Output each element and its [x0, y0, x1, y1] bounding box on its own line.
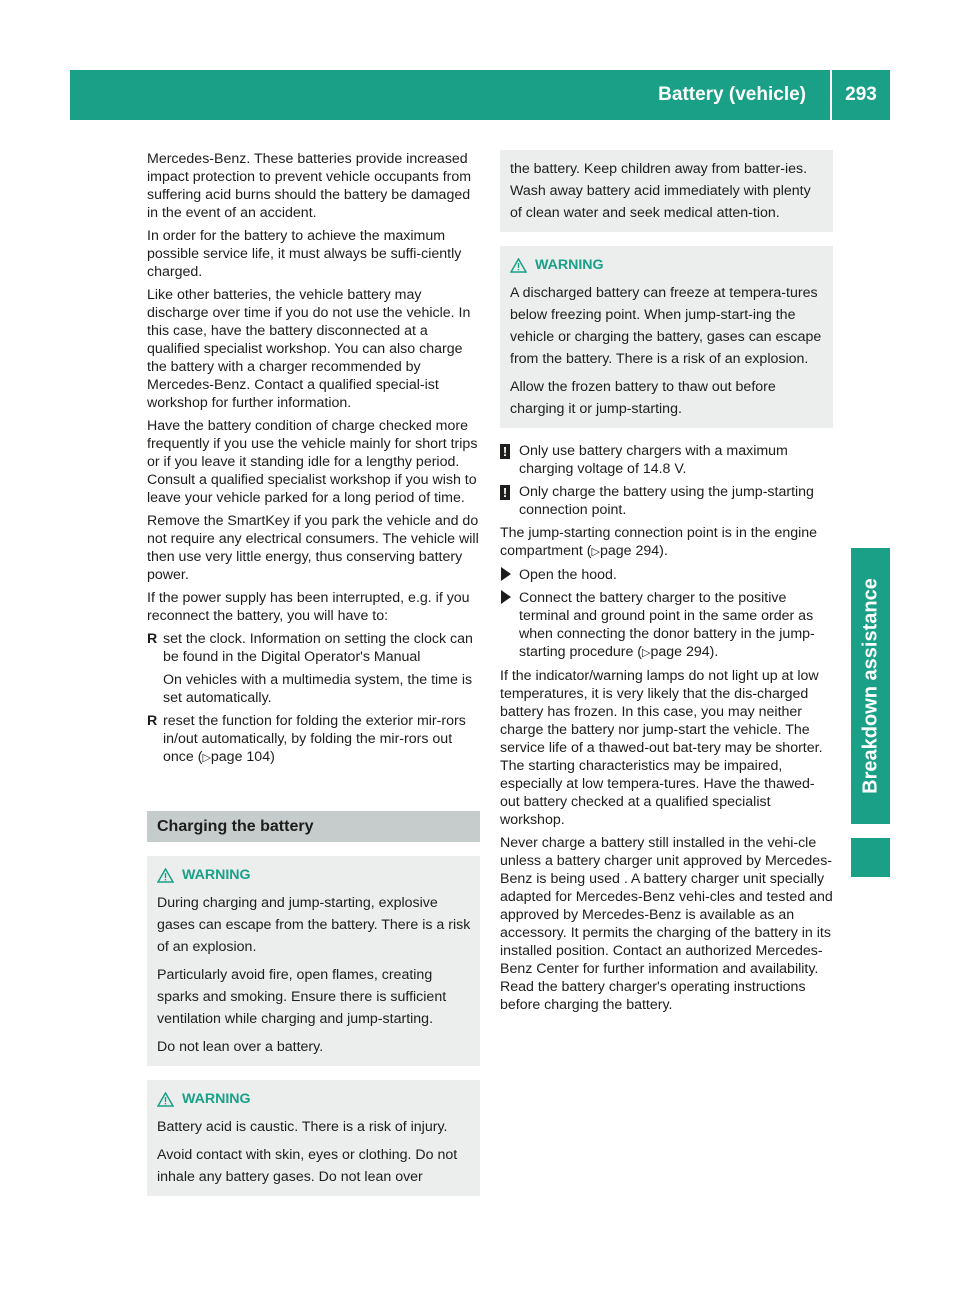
right-column — [500, 150, 833, 1019]
paragraph — [500, 524, 833, 561]
left-column — [147, 150, 480, 1210]
warning-box-continued — [500, 150, 833, 232]
page-ref-triangle-icon: ▷ — [642, 647, 651, 659]
page-number: 293 — [845, 84, 877, 105]
header-title: Battery (vehicle) — [658, 84, 806, 105]
page-ref-triangle-icon: ▷ — [202, 752, 211, 764]
warning-heading — [157, 864, 472, 886]
section-heading: Charging the battery — [147, 811, 480, 842]
step-text: Open the hood. — [519, 567, 617, 583]
page-header — [70, 70, 890, 120]
warning-title: WARNING — [182, 1091, 251, 1107]
warning-text: Do not lean over a battery. — [157, 1039, 324, 1055]
list-item-note: On vehicles with a multimedia system, the time is set automatically. — [163, 672, 473, 706]
exclamation-icon: ! — [500, 444, 510, 459]
paragraph: Mercedes-Benz. These batteries provide increased impact protection to prevent vehicle occupants from suffering acid burns should the battery be damaged in the event of an accident. — [147, 151, 472, 221]
warning-title: WARNING — [182, 867, 251, 883]
page-ref-triangle-icon: ▷ — [591, 546, 600, 558]
notice-item — [500, 442, 833, 478]
warning-text: Avoid contact with skin, eyes or clothing. Do not inhale any battery gases. Do not lean over — [157, 1147, 458, 1185]
arrow-step-icon — [501, 567, 511, 581]
list-item-text: set the clock. Information on setting the clock can be found in the Digital Operator's Manual — [163, 631, 473, 665]
warning-box — [147, 856, 480, 1066]
paragraph: In order for the battery to achieve the maximum possible service life, it must always be suffi-ciently charged. — [147, 228, 462, 280]
exclamation-icon: ! — [500, 485, 510, 500]
warning-box — [147, 1080, 480, 1196]
notice-text: Only charge the battery using the jump-starting connection point. — [519, 484, 814, 518]
warning-triangle-icon — [157, 1092, 174, 1107]
arrow-step-icon — [501, 590, 511, 604]
step-text: Connect the battery charger to the positive terminal and ground point in the same order as when connecting the donor battery in the jump-starting procedure ( — [519, 590, 815, 660]
page-reference-link[interactable]: page 104) — [210, 749, 275, 765]
paragraph: Have the battery condition of charge checked more frequently if you use the vehicle mainly for short trips or if you leave it standing idle for a lengthy period. Consult a qualified specialist workshop if you wish to leave your vehicle parked for a long period of time. — [147, 418, 478, 506]
warning-triangle-icon — [510, 258, 527, 273]
chapter-tab-label: Breakdown assistance — [859, 578, 881, 794]
step-item — [500, 566, 833, 584]
warning-text: During charging and jump-starting, explosive gases can escape from the battery. There is a risk of an explosion. — [157, 895, 471, 955]
warning-text: Battery acid is caustic. There is a risk of injury. — [157, 1119, 448, 1135]
warning-text: Particularly avoid fire, open flames, creating sparks and smoking. Ensure there is sufficient ventilation while charging and jump-starting. — [157, 967, 447, 1027]
list-item — [147, 630, 480, 666]
chapter-marker — [851, 838, 890, 877]
list-item-text: reset the function for folding the exterior mir-rors in/out automatically, by folding the mir-rors out once ( — [163, 713, 466, 765]
step-item — [500, 589, 833, 662]
warning-heading — [510, 254, 825, 276]
warning-heading — [157, 1088, 472, 1110]
chapter-tab — [851, 548, 890, 824]
warning-text: the battery. Keep children away from batter-ies. Wash away battery acid immediately with plenty of clean water and seek medical atten-tion. — [510, 161, 811, 221]
warning-text: Allow the frozen battery to thaw out before charging it or jump-starting. — [510, 379, 776, 417]
paragraph: Remove the SmartKey if you park the vehicle and do not require any electrical consumers. The vehicle will then use very little energy, thus conserving battery power. — [147, 513, 479, 583]
paragraph: Like other batteries, the vehicle battery may discharge over time if you do not use the vehicle. In this case, have the battery disconnected at a qualified specialist workshop. You can also charge the battery with a charger recommended by Mercedes-Benz. Contact a qualified special-ist workshop for further information. — [147, 287, 471, 411]
bullet-icon: R — [147, 631, 158, 647]
warning-box — [500, 246, 833, 428]
paragraph: If the power supply has been interrupted, e.g. if you reconnect the battery, you will have to: — [147, 590, 470, 624]
notice-text: Only use battery chargers with a maximum charging voltage of 14.8 V. — [519, 443, 788, 477]
bullet-icon: R — [147, 713, 158, 729]
paragraph-text: The jump-starting connection point is in the engine compartment ( — [500, 525, 818, 559]
warning-title: WARNING — [535, 257, 604, 273]
list-item — [147, 712, 480, 767]
notice-item — [500, 483, 833, 519]
paragraph: Never charge a battery still installed in the vehi-cle unless a battery charger unit approved by Mercedes-Benz is being used . A battery charger unit specially adapted for Mercedes-Benz vehi-cles and tested and approved by Mercedes-Benz is available as an accessory. It permits the charging of the battery in its installed position. Contact an authorized Mercedes-Benz Center for further information and availability. Read the battery charger's operating instructions before charging the battery. — [500, 835, 833, 1013]
warning-text: A discharged battery can freeze at tempera-tures below freezing point. When jump-start-ing the vehicle or charging the battery, gases can escape from the battery. There is a risk of an explosion. — [510, 285, 822, 367]
paragraph: If the indicator/warning lamps do not light up at low temperatures, it is very likely that the dis-charged battery has frozen. In this case, you may neither charge the battery nor jump-start the vehicle. The service life of a thawed-out bat-tery may be shorter. The starting characteristics may be impaired, especially at low tempera-tures. Have the thawed-out battery checked at a qualified specialist workshop. — [500, 668, 823, 828]
page-reference-link[interactable]: page 294). — [650, 644, 719, 660]
page-reference-link[interactable]: page 294). — [599, 543, 668, 559]
warning-triangle-icon — [157, 868, 174, 883]
